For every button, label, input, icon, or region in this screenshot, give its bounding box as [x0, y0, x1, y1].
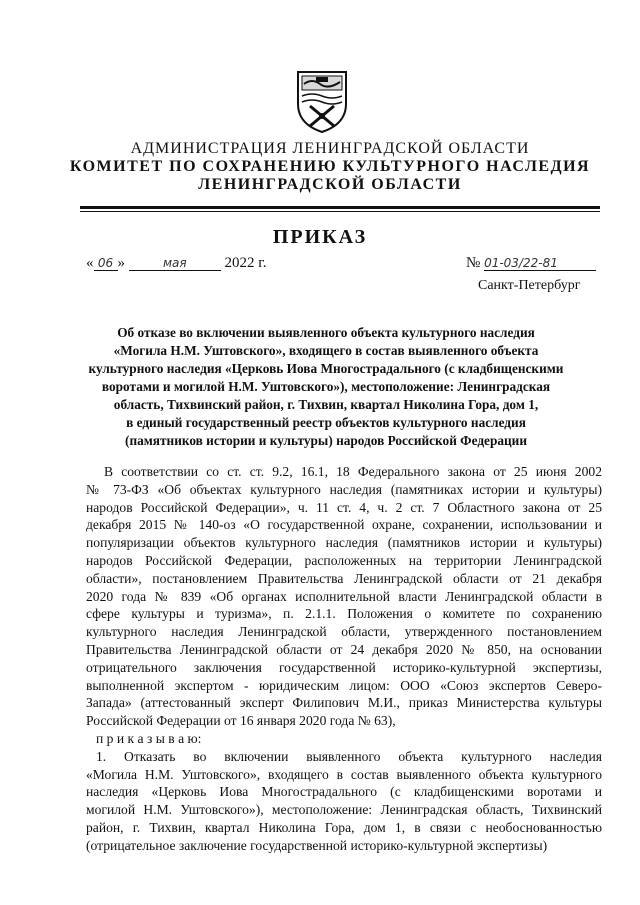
- body-line: «Могила Н.М. Уштовского», входящего в состав выявленного объекта культурного: [86, 766, 602, 782]
- body-line: п р и к а з ы в а ю:: [96, 730, 202, 746]
- body-line: декабря 2015 № 140-оз «О государственной охране, сохранении, использовании и: [86, 517, 602, 533]
- title-line: область, Тихвинский район, г. Тихвин, квартал Николина Гора, дом 1,: [113, 397, 539, 412]
- date-month: мая: [162, 256, 187, 270]
- body-line: № 73-ФЗ «Об объектах культурного наследия (памятниках истории и культуры): [86, 481, 602, 497]
- document-type-title: ПРИКАЗ: [272, 226, 368, 248]
- body-line: популяризации объектов культурного наследия (памятников истории и культуры): [86, 535, 602, 551]
- header-divider-thin: [80, 211, 600, 212]
- title-line: культурного наследия «Церковь Иова Многострадального (с кладбищенскими: [88, 361, 564, 376]
- document-title: [74, 324, 578, 450]
- title-line: в единый государственный реестр объектов культурного наследия: [126, 415, 526, 430]
- header-divider-thick: [80, 206, 600, 209]
- title-line: «Могила Н.М. Уштовского», входящего в состав выявленного объекта: [113, 343, 539, 358]
- body-line: отрицательного заключения государственной историко-культурной экспертизы,: [86, 659, 602, 675]
- body-line: сфере культуры и туризма», п. 2.1.1. Положения о комитете по сохранению: [86, 606, 602, 622]
- body-line: 1. Отказать во включении выявленного объекта культурного наследия: [96, 748, 602, 764]
- body-line: Российской Федерации от 16 января 2020 года № 63),: [86, 713, 396, 729]
- date-year: 2022 г.: [224, 255, 267, 271]
- date-day-field: [94, 256, 118, 271]
- body-line: 2020 года № 839 «Об органах исполнительной власти Ленинградской области в: [86, 588, 602, 604]
- date-day: 06: [97, 256, 114, 270]
- document-body: [86, 463, 602, 855]
- title-line: воротами и могилой Н.М. Уштовского»), местоположение: Ленинградская: [101, 379, 551, 394]
- date-open-quote: «: [86, 255, 94, 271]
- body-line: Правительства Ленинградской области от 24 декабря 2020 № 850, на основании: [86, 641, 602, 657]
- body-line: области», постановлением Правительства Ленинградской области от 21 декабря: [86, 570, 602, 586]
- date-month-field: [129, 256, 221, 271]
- body-line: народов Российской Федерации, расположенных на территории Ленинградской: [86, 552, 602, 568]
- header-region: ЛЕНИНГРАДСКОЙ ОБЛАСТИ: [198, 176, 462, 193]
- number-value: 01-03/22-81: [484, 256, 596, 271]
- document-number: [466, 255, 596, 272]
- document-city: Санкт-Петербург: [478, 278, 581, 293]
- number-prefix: №: [466, 255, 481, 271]
- coat-of-arms-emblem: [294, 66, 350, 134]
- date-close-quote: »: [117, 255, 125, 271]
- document-date: [86, 255, 266, 272]
- header-committee: КОМИТЕТ ПО СОХРАНЕНИЮ КУЛЬТУРНОГО НАСЛЕДИЯ: [69, 158, 591, 175]
- body-line: (отрицательное заключение государственной историко-культурной экспертизы): [86, 837, 548, 853]
- title-line: (памятников истории и культуры) народов Российской Федерации: [125, 433, 527, 448]
- body-line: культурного наследия Ленинградской области, утвержденного постановлением: [86, 624, 602, 640]
- body-line: народов Российской Федерации», ч. 11 ст. 4, ч. 2 ст. 7 Областного закона от 25: [86, 499, 602, 515]
- body-line: выполненной экспертом - юридическим лицом: ООО «Союз экспертов Северо-: [86, 677, 602, 693]
- title-line: Об отказе во включении выявленного объекта культурного наследия: [117, 325, 535, 340]
- body-line: район, г. Тихвин, квартал Николина Гора, дом 1, в связи с необоснованностью: [86, 819, 602, 835]
- body-line: могилой Н.М. Уштовского»), местоположение: Ленинградская область, Тихвинский: [86, 802, 602, 818]
- body-line: Запада» (аттестованный эксперт Филипович М.И., приказ Министерства культуры: [86, 695, 602, 711]
- body-line: В соответствии со ст. ст. 9.2, 16.1, 18 Федерального закона от 25 июня 2002: [104, 464, 602, 479]
- body-line: наследия «Церковь Иова Многострадального (с кладбищенскими воротами и: [86, 784, 602, 800]
- header-administration: АДМИНИСТРАЦИЯ ЛЕНИНГРАДСКОЙ ОБЛАСТИ: [130, 140, 530, 157]
